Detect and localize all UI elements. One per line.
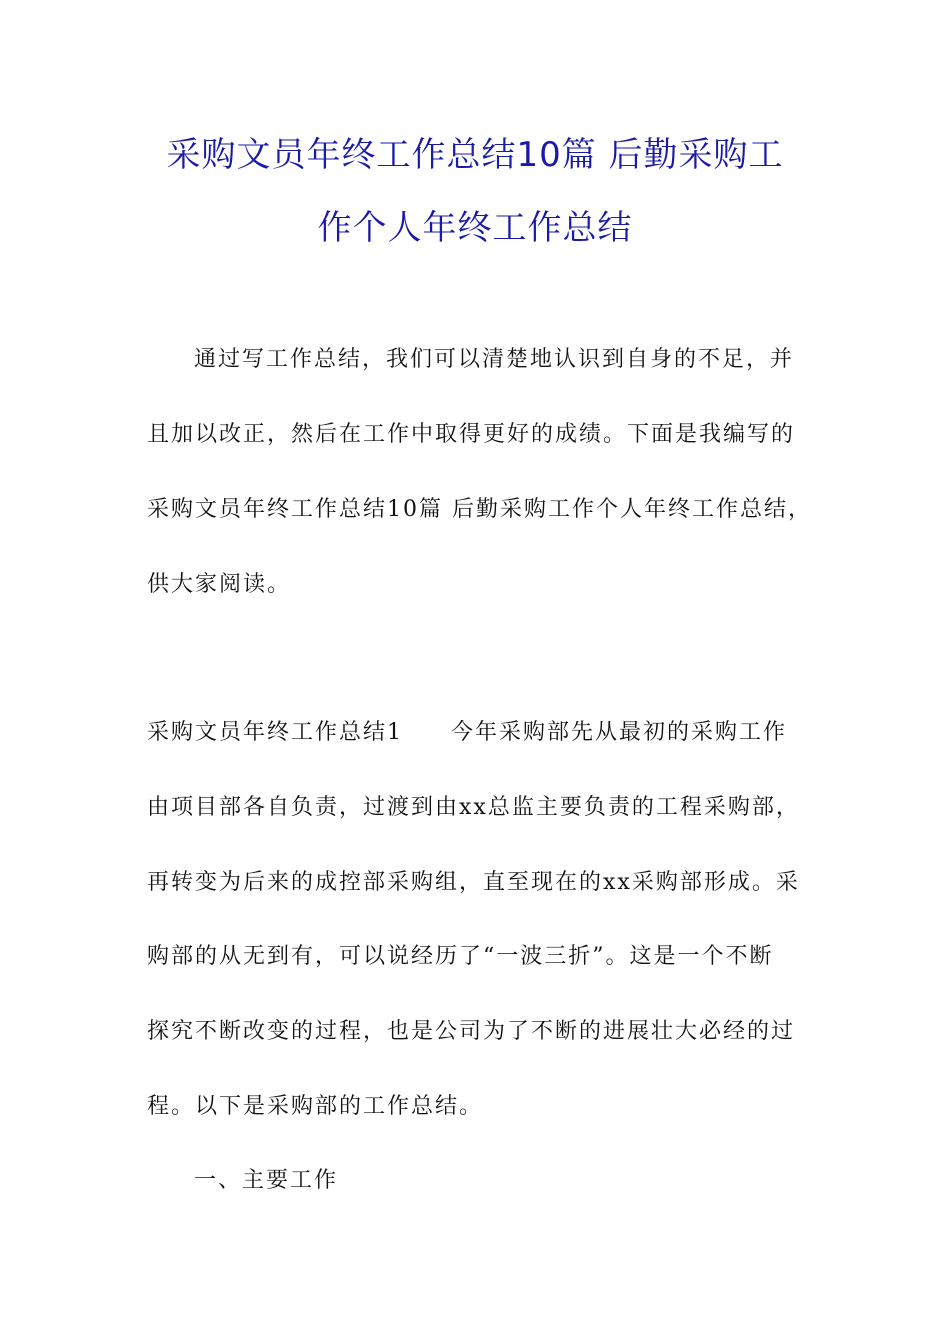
section-paragraph-line-6: 程。以下是采购部的工作总结。 xyxy=(147,1094,484,1119)
intro-paragraph-line-1: 通过写工作总结，我们可以清楚地认识到自身的不足，并 xyxy=(194,347,795,372)
intro-paragraph-line-4: 供大家阅读。 xyxy=(147,572,292,597)
document-title-line-1: 采购文员年终工作总结10篇 后勤采购工 xyxy=(166,135,784,175)
section-paragraph-line-4: 购部的从无到有，可以说经历了“一波三折”。这是一个不断 xyxy=(147,944,774,969)
section-paragraph-line-5: 探究不断改变的过程，也是公司为了不断的进展壮大必经的过 xyxy=(147,1019,796,1044)
section-paragraph-line-1: 采购文员年终工作总结1 今年采购部先从最初的采购工作 xyxy=(147,720,787,745)
section-paragraph-line-2: 由项目部各自负责，过渡到由xx总监主要负责的工程采购部， xyxy=(147,795,800,820)
section-paragraph-line-3: 再转变为后来的成控部采购组，直至现在的xx采购部形成。采 xyxy=(147,870,800,895)
intro-paragraph-line-3: 采购文员年终工作总结10篇 后勤采购工作个人年终工作总结， xyxy=(147,497,812,522)
section-heading-main-work: 一、主要工作 xyxy=(194,1168,339,1193)
intro-paragraph-line-2: 且加以改正，然后在工作中取得更好的成绩。下面是我编写的 xyxy=(147,422,796,447)
document-title-line-2: 作个人年终工作总结 xyxy=(317,208,633,248)
